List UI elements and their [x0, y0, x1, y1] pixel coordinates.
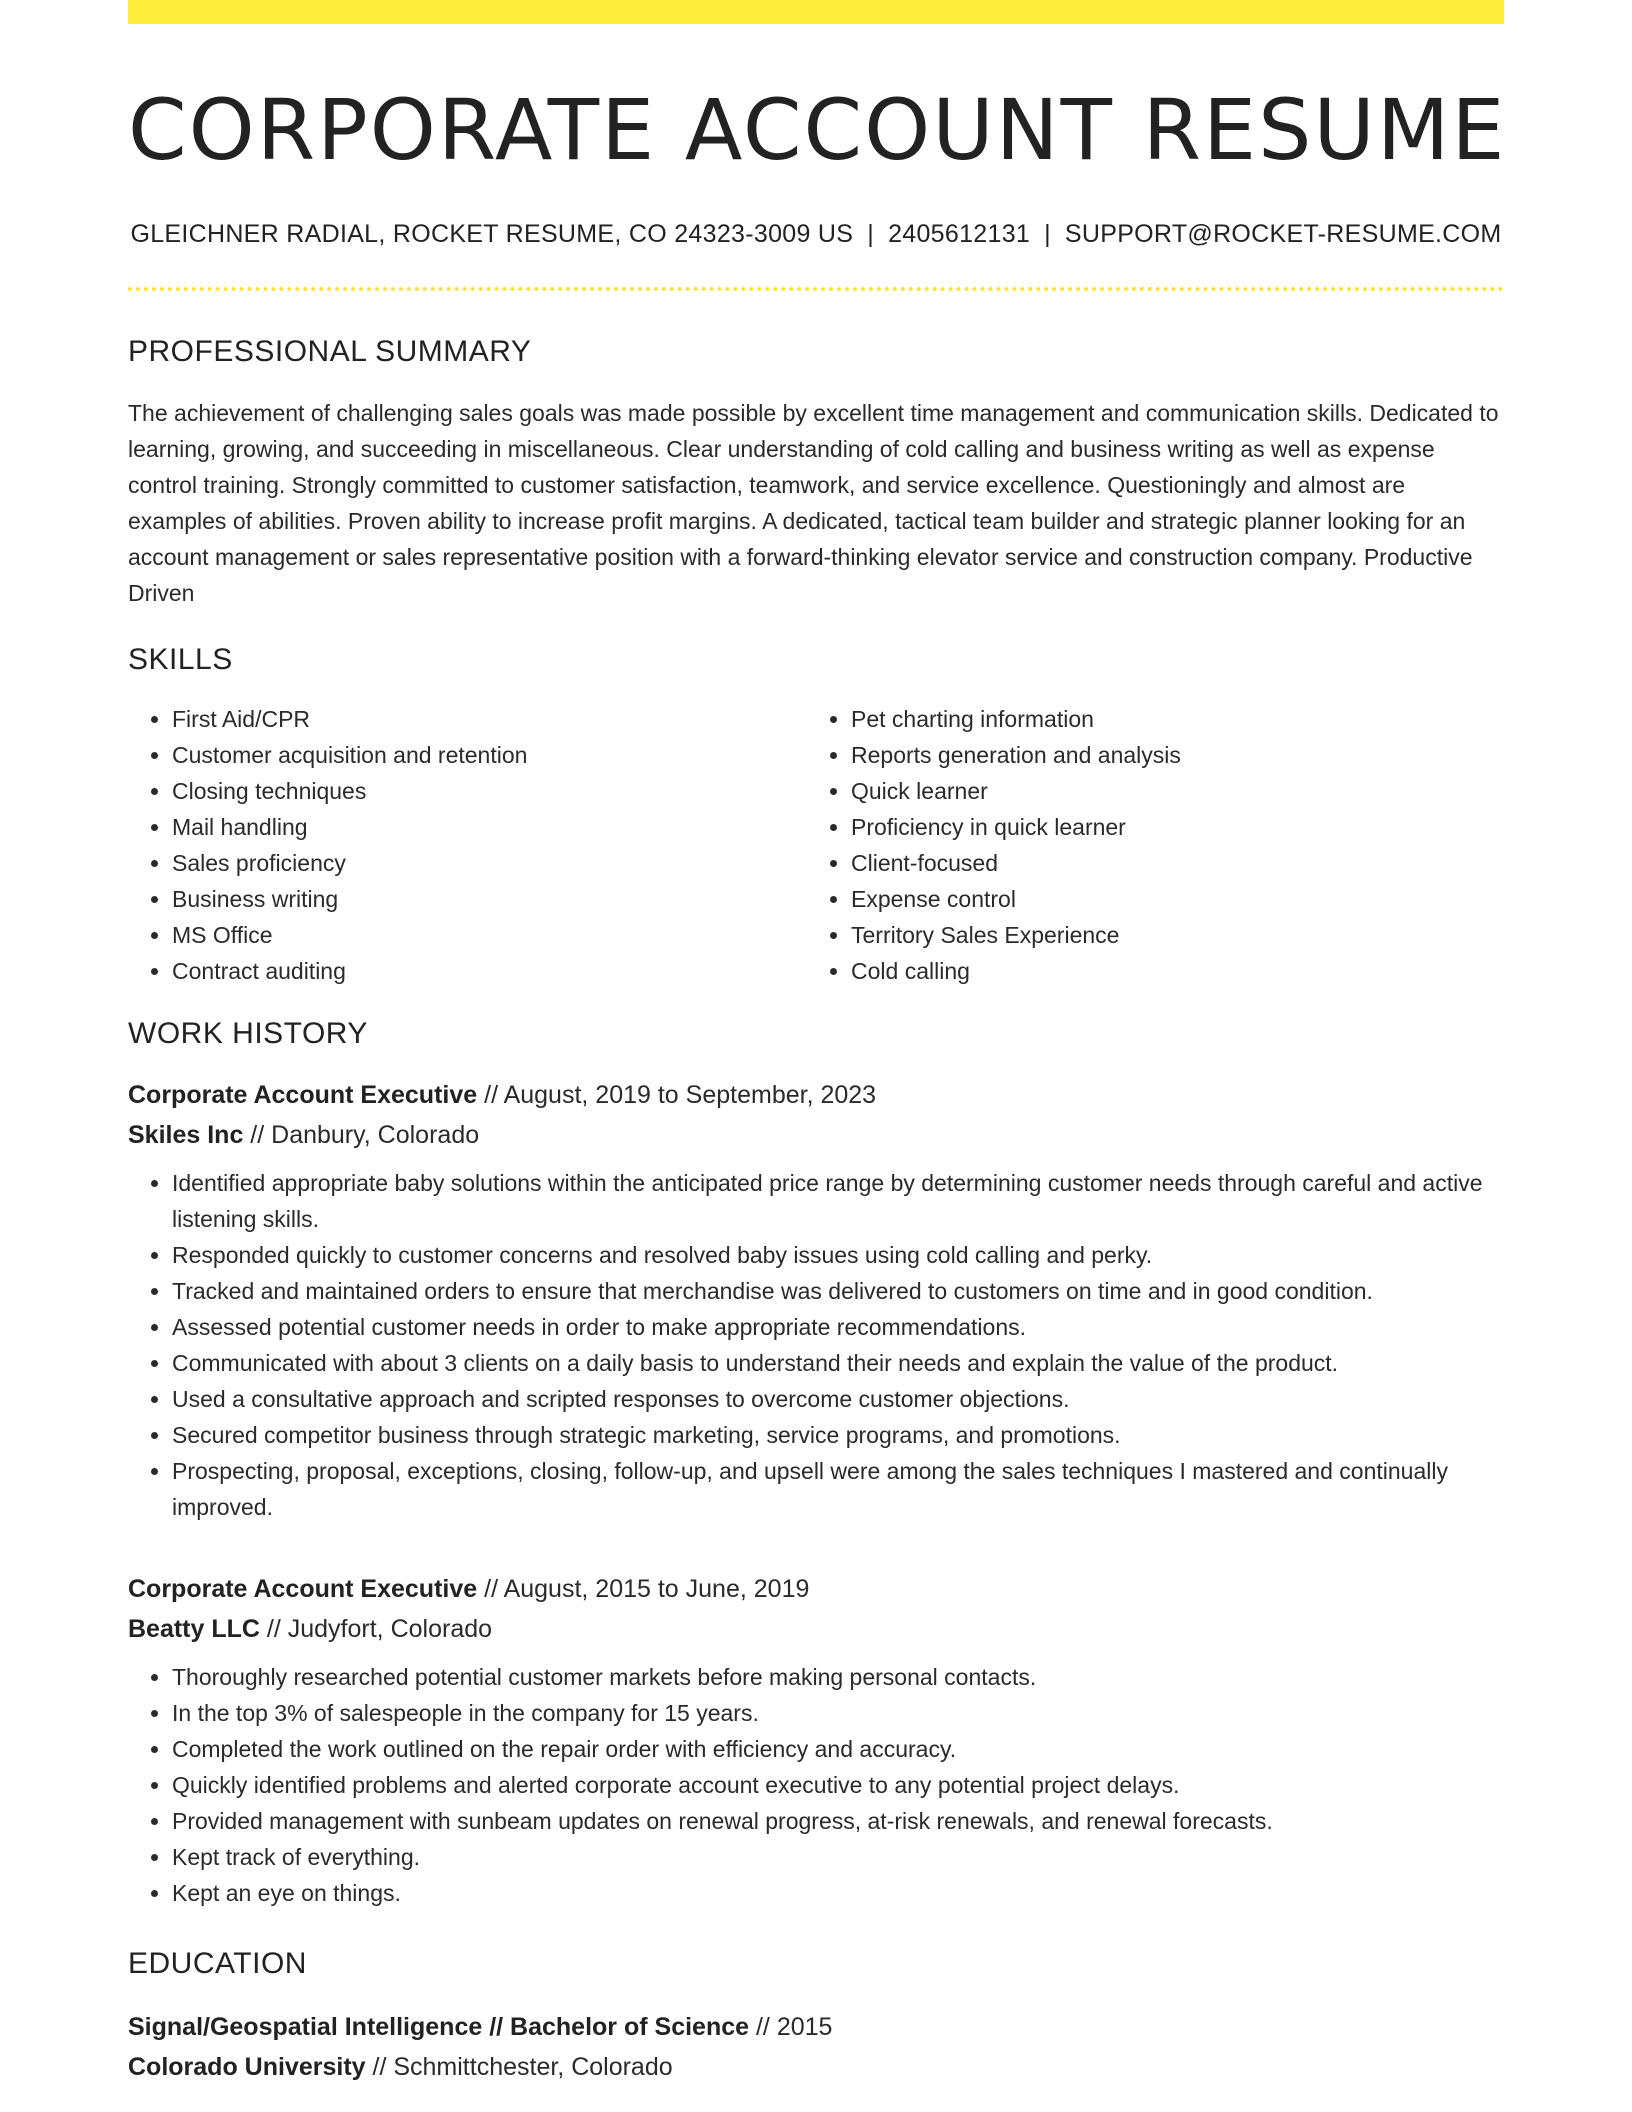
skill-item: • Contract auditing: [172, 953, 807, 989]
skill-item: • MS Office: [172, 917, 807, 953]
skill-item: • First Aid/CPR: [172, 701, 807, 737]
skill-item: • Cold calling: [851, 953, 1486, 989]
skill-item: • Closing techniques: [172, 773, 807, 809]
contact-phone: 2405612131: [888, 220, 1031, 248]
job-bullets: [128, 1165, 1504, 1525]
work-heading: WORK HISTORY: [128, 1017, 368, 1050]
skill-item: • Mail handling: [172, 809, 807, 845]
job-bullet: • Prospecting, proposal, exceptions, closing, follow-up, and upsell were among the sales techniques I mastered and continually improved.: [172, 1453, 1504, 1525]
skill-item: • Proficiency in quick learner: [851, 809, 1486, 845]
job-bullet: • Secured competitor business through strategic marketing, service programs, and promotions.: [172, 1417, 1504, 1453]
job-bullet: • Provided management with sunbeam updates on renewal progress, at-risk renewals, and renewal forecasts.: [172, 1803, 1504, 1839]
education-location: // Schmittchester, Colorado: [365, 2053, 673, 2081]
education-heading: EDUCATION: [128, 1947, 307, 1980]
skills-columns: [128, 701, 1504, 989]
dotted-divider: [128, 287, 1504, 291]
skills-heading: SKILLS: [128, 643, 233, 676]
skill-item: • Quick learner: [851, 773, 1486, 809]
skill-item: • Sales proficiency: [172, 845, 807, 881]
job-bullets: [128, 1659, 1504, 1911]
resume-content: [128, 0, 1507, 2087]
job-bullet: • Tracked and maintained orders to ensure that merchandise was delivered to customers on time and in good condition.: [172, 1273, 1504, 1309]
job-bullet: • Used a consultative approach and scripted responses to overcome customer objections.: [172, 1381, 1504, 1417]
job-company-line: [128, 1609, 1504, 1649]
skills-list-right: [807, 701, 1486, 989]
resume-title: CORPORATE ACCOUNT RESUME: [128, 81, 1507, 179]
skill-item: • Business writing: [172, 881, 807, 917]
job-title-line: [128, 1075, 1504, 1115]
job-bullet: • Kept track of everything.: [172, 1839, 1504, 1875]
skill-item: • Pet charting information: [851, 701, 1486, 737]
job-bullet: • In the top 3% of salespeople in the company for 15 years.: [172, 1695, 1504, 1731]
job-company: Beatty LLC: [128, 1615, 260, 1643]
job-bullet: • Assessed potential customer needs in order to make appropriate recommendations.: [172, 1309, 1504, 1345]
job-location: // Danbury, Colorado: [243, 1121, 480, 1149]
skill-item: • Client-focused: [851, 845, 1486, 881]
job-dates: // August, 2019 to September, 2023: [477, 1081, 877, 1109]
job-entry: [128, 1075, 1504, 1525]
skill-item: • Reports generation and analysis: [851, 737, 1486, 773]
job-title-line: [128, 1569, 1504, 1609]
education-school: Colorado University: [128, 2053, 366, 2081]
skill-item: • Customer acquisition and retention: [172, 737, 807, 773]
education-degree: Signal/Geospatial Intelligence // Bachelor of Science: [128, 2013, 750, 2041]
job-bullet: • Kept an eye on things.: [172, 1875, 1504, 1911]
skill-item: • Territory Sales Experience: [851, 917, 1486, 953]
skills-list-left: [128, 701, 807, 989]
job-bullet: • Thoroughly researched potential customer markets before making personal contacts.: [172, 1659, 1504, 1695]
summary-heading: PROFESSIONAL SUMMARY: [128, 335, 532, 368]
skill-item: • Expense control: [851, 881, 1486, 917]
contact-separator: |: [867, 220, 875, 248]
job-bullet: • Quickly identified problems and alerted corporate account executive to any potential project delays.: [172, 1767, 1504, 1803]
contact-email: SUPPORT@ROCKET-RESUME.COM: [1064, 220, 1502, 248]
job-entry: [128, 1569, 1504, 1911]
job-location: // Judyfort, Colorado: [259, 1615, 493, 1643]
job-bullet: • Responded quickly to customer concerns and resolved baby issues using cold calling and perky.: [172, 1237, 1504, 1273]
job-company: Skiles Inc: [128, 1121, 244, 1149]
job-company-line: [128, 1115, 1504, 1155]
education-degree-line: [128, 2007, 1504, 2047]
job-title: Corporate Account Executive: [128, 1081, 478, 1109]
job-bullet: • Communicated with about 3 clients on a daily basis to understand their needs and explain the value of the product.: [172, 1345, 1504, 1381]
education-school-line: [128, 2047, 1504, 2087]
contact-separator: |: [1044, 220, 1051, 248]
job-bullet: • Identified appropriate baby solutions within the anticipated price range by determining customer needs through careful and active listening skills.: [172, 1165, 1504, 1237]
education-entry: [128, 2007, 1504, 2087]
contact-line: [128, 220, 1504, 249]
job-dates: // August, 2015 to June, 2019: [477, 1575, 810, 1603]
job-title: Corporate Account Executive: [128, 1575, 478, 1603]
job-bullet: • Completed the work outlined on the repair order with efficiency and accuracy.: [172, 1731, 1504, 1767]
contact-address: GLEICHNER RADIAL, ROCKET RESUME, CO 24323-3009 US: [130, 220, 854, 248]
summary-text: The achievement of challenging sales goals was made possible by excellent time management and communication skills. Dedicated to learning, growing, and succeeding in miscellaneous. Clear understanding of cold calling and business writing as well as expense control training. Strongly committed to customer satisfaction, teamwork, and service excellence. Questioningly and almost are examples of abilities. Proven ability to increase profit margins. A dedicated, tactical team builder and strategic planner looking for an account management or sales representative position with a forward-thinking elevator service and construction company. Productive Driven: [128, 400, 1499, 606]
education-year: // 2015: [749, 2013, 833, 2041]
